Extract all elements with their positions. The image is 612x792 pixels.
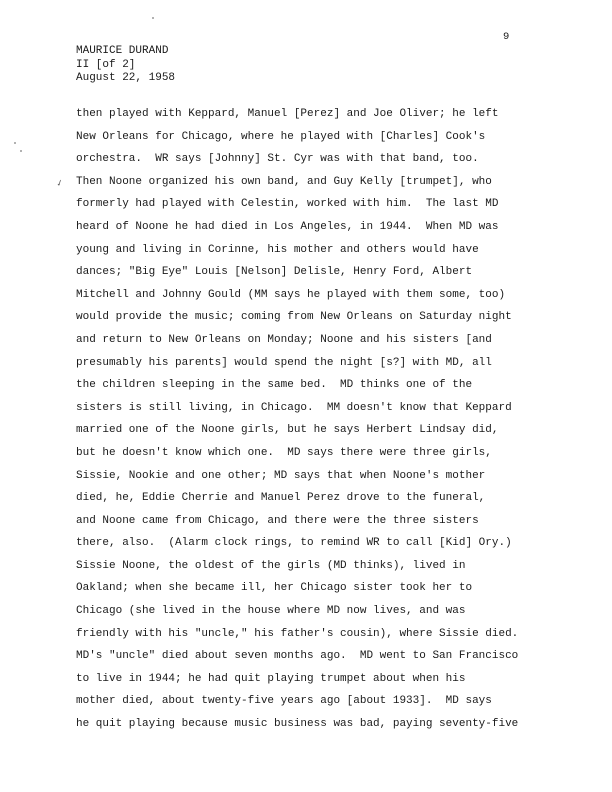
body-line: young and living in Corinne, his mother and others would have bbox=[76, 243, 479, 256]
scan-speck bbox=[152, 17, 154, 19]
interviewee-name: MAURICE DURAND bbox=[76, 45, 169, 57]
transcript-body bbox=[76, 103, 576, 736]
body-line: mother died, about twenty-five years ago [about 1933]. MD says bbox=[76, 695, 492, 708]
margin-check-mark: ✓ bbox=[55, 178, 65, 191]
body-line: would provide the music; coming from New Orleans on Saturday night bbox=[76, 311, 512, 324]
body-line: New Orleans for Chicago, where he played with [Charles] Cook's bbox=[76, 130, 486, 143]
page-number: 9 bbox=[503, 31, 510, 43]
body-line: and Noone came from Chicago, and there were the three sisters bbox=[76, 514, 479, 527]
body-line: Then Noone organized his own band, and Guy Kelly [trumpet], who bbox=[76, 175, 492, 188]
body-line: MD's "uncle" died about seven months ago. MD went to San Francisco bbox=[76, 650, 519, 663]
body-line: to live in 1944; he had quit playing trumpet about when his bbox=[76, 672, 466, 685]
body-line: Chicago (she lived in the house where MD now lives, and was bbox=[76, 605, 466, 618]
body-line: died, he, Eddie Cherrie and Manuel Perez drove to the funeral, bbox=[76, 492, 486, 505]
interview-date: August 22, 1958 bbox=[76, 72, 176, 84]
body-line: married one of the Noone girls, but he says Herbert Lindsay did, bbox=[76, 424, 499, 437]
body-line: Mitchell and Johnny Gould (MM says he played with them some, too) bbox=[76, 288, 506, 301]
body-line: Oakland; when she became ill, her Chicago sister took her to bbox=[76, 582, 473, 595]
scan-speck bbox=[14, 142, 16, 144]
reel-number: II [of 2] bbox=[76, 58, 136, 71]
body-line: then played with Keppard, Manuel [Perez] and Joe Oliver; he left bbox=[76, 108, 499, 120]
body-line: the children sleeping in the same bed. MD thinks one of the bbox=[76, 379, 473, 392]
body-line: and return to New Orleans on Monday; Noone and his sisters [and bbox=[76, 333, 492, 346]
body-line: heard of Noone he had died in Los Angeles, in 1944. When MD was bbox=[76, 220, 499, 233]
body-line: Sissie, Nookie and one other; MD says that when Noone's mother bbox=[76, 469, 486, 482]
body-line: he quit playing because music business was bad, paying seventy-five bbox=[76, 718, 519, 731]
body-line: presumably his parents] would spend the night [s?] with MD, all bbox=[76, 356, 492, 369]
body-line: Sissie Noone, the oldest of the girls (MD thinks), lived in bbox=[76, 559, 466, 572]
body-line: there, also. (Alarm clock rings, to remind WR to call [Kid] Ory.) bbox=[76, 537, 512, 550]
body-line: but he doesn't know which one. MD says there were three girls, bbox=[76, 446, 492, 459]
body-line: dances; "Big Eye" Louis [Nelson] Delisle, Henry Ford, Albert bbox=[76, 266, 473, 279]
interview-header bbox=[76, 45, 175, 86]
body-line: sisters is still living, in Chicago. MM doesn't know that Keppard bbox=[76, 401, 512, 414]
scan-speck bbox=[20, 150, 22, 152]
body-line: orchestra. WR says [Johnny] St. Cyr was with that band, too. bbox=[76, 153, 479, 166]
body-line: formerly had played with Celestin, worked with him. The last MD bbox=[76, 198, 499, 211]
body-line: friendly with his "uncle," his father's cousin), where Sissie died. bbox=[76, 627, 519, 640]
